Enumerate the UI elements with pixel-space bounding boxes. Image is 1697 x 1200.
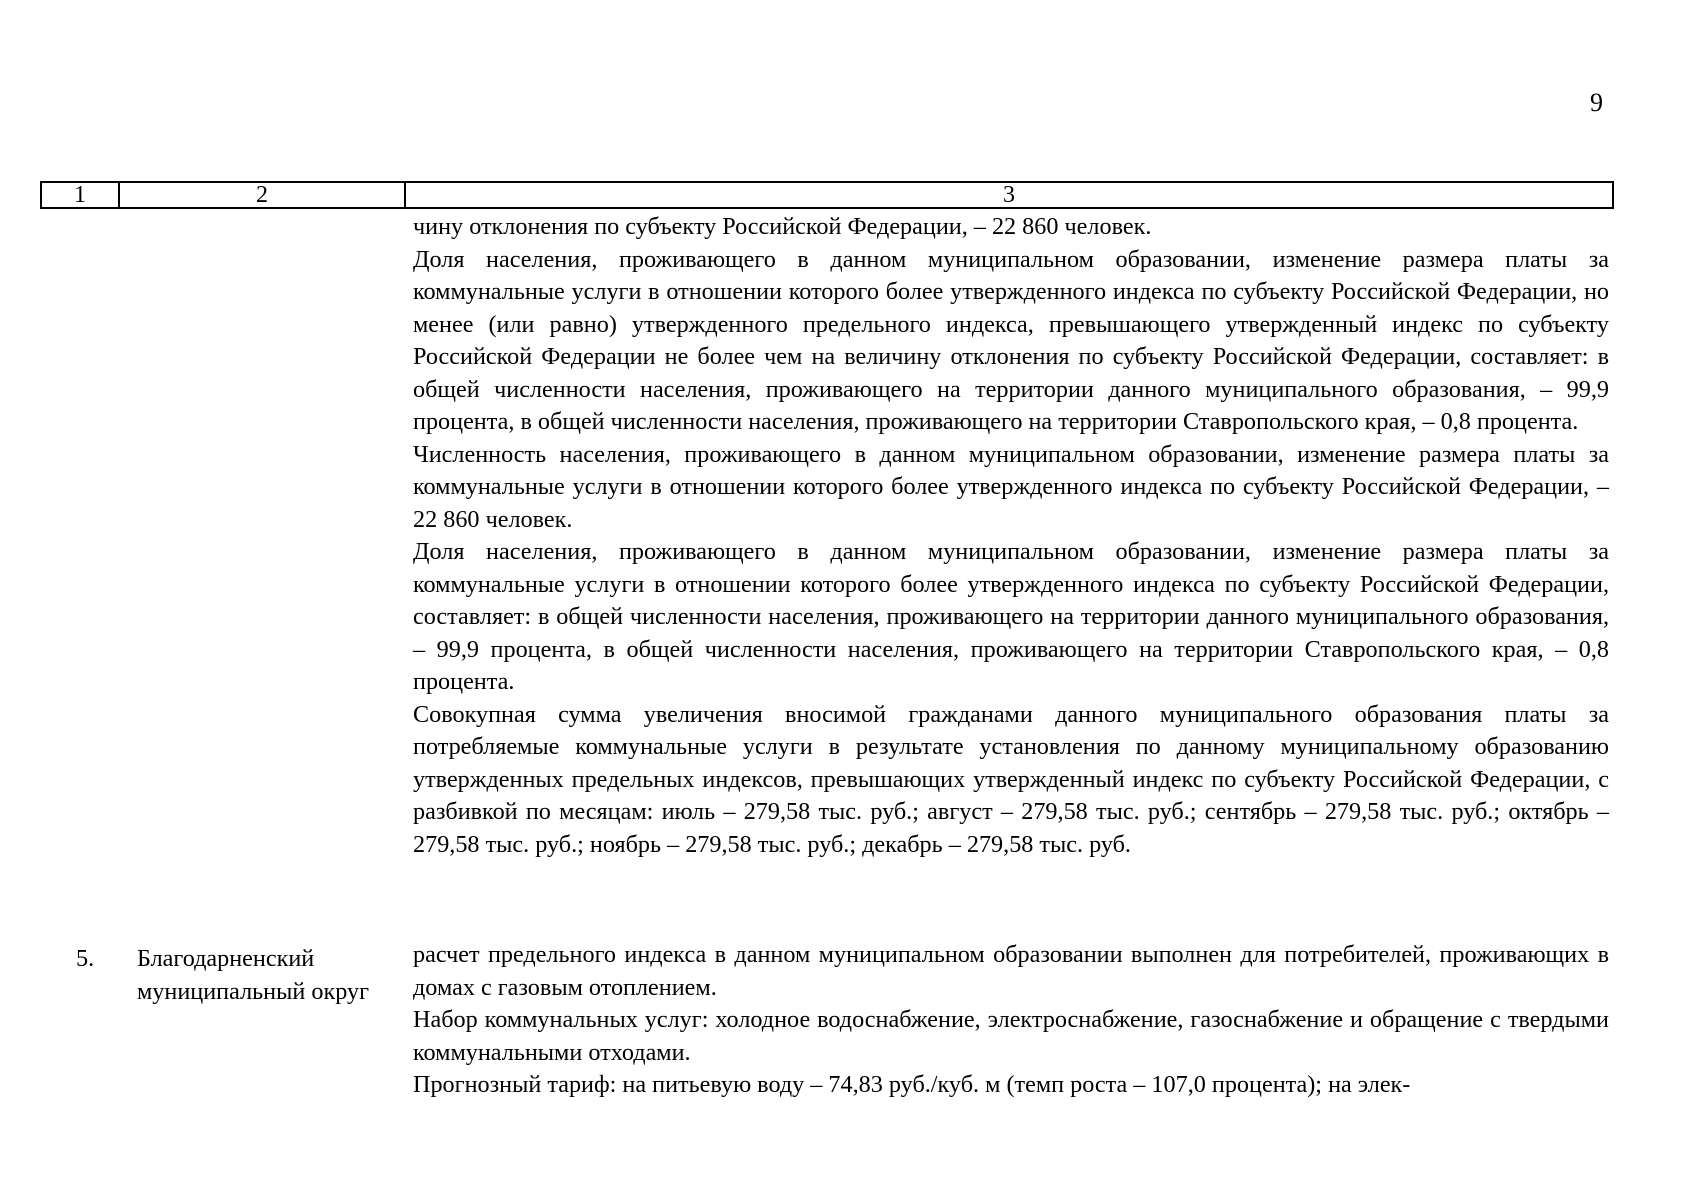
row-number: 5. — [76, 945, 95, 972]
paragraph: Доля населения, проживающего в данном муниципальном образовании, изменение размера платы за коммунальные услуги в отношении которого более утвержденного индекса по субъекту Российской Федерации, составляет: в общей численности населения, проживающего на территории данного муниципального образования, – 99,9 процента, в общей численности населения, проживающего на территории Ставропольского края, – 0,8 процента. — [413, 538, 1609, 695]
page-number: 9 — [1590, 88, 1603, 117]
paragraph: расчет предельного индекса в данном муниципальном образовании выполнен для потребителей, проживающих в домах с газовым отоплением. — [413, 941, 1609, 1001]
paragraph: Доля населения, проживающего в данном муниципальном образовании, изменение размера платы за коммунальные услуги в отношении которого более утвержденного индекса по субъекту Российской Федерации, но менее (или равно) утвержденного предельного индекса, превышающего утвержденный индекс по субъекту Российской Федерации не более чем на величину отклонения по субъекту Российской Федерации, составляет: в общей численности населения, проживающего на территории данного муниципального образования, – 99,9 процента, в общей численности населения, проживающего на территории Ставропольского края, – 0,8 процента. — [413, 245, 1609, 435]
header-col-3: 3 — [1003, 182, 1015, 208]
paragraph: Прогнозный тариф: на питьевую воду – 74,83 руб./куб. м (темп роста – 107,0 процента); на элек- — [413, 1071, 1411, 1098]
paragraph: Набор коммунальных услуг: холодное водоснабжение, электроснабжение, газоснабжение и обращение с твердыми коммунальными отходами. — [413, 1006, 1609, 1066]
header-col-2: 2 — [120, 183, 406, 207]
continued-row-text — [413, 211, 1609, 861]
paragraph: чину отклонения по субъекту Российской Федерации, – 22 860 человек. — [413, 213, 1152, 240]
row-5-text — [413, 939, 1609, 1102]
header-col-1: 1 — [42, 183, 120, 207]
table-header-row — [40, 181, 1614, 209]
paragraph: Численность населения, проживающего в данном муниципальном образовании, изменение размера платы за коммунальные услуги в отношении которого более утвержденного индекса по субъекту Российской Федерации, – 22 860 человек. — [413, 440, 1609, 533]
paragraph: Совокупная сумма увеличения вносимой гражданами данного муниципального образования платы за потребляемые коммунальные услуги в результате установления по данному муниципальному образованию утвержденных предельных индексов, превышающих утвержденный индекс по субъекту Российской Федерации, с разбивкой по месяцам: июль – 279,58 тыс. руб.; август – 279,58 тыс. руб.; сентябрь – 279,58 тыс. руб.; октябрь – 279,58 тыс. руб.; ноябрь – 279,58 тыс. руб.; декабрь – 279,58 тыс. руб. — [413, 700, 1609, 858]
municipality-name: Благодарненский муниципальный округ — [137, 945, 369, 1005]
